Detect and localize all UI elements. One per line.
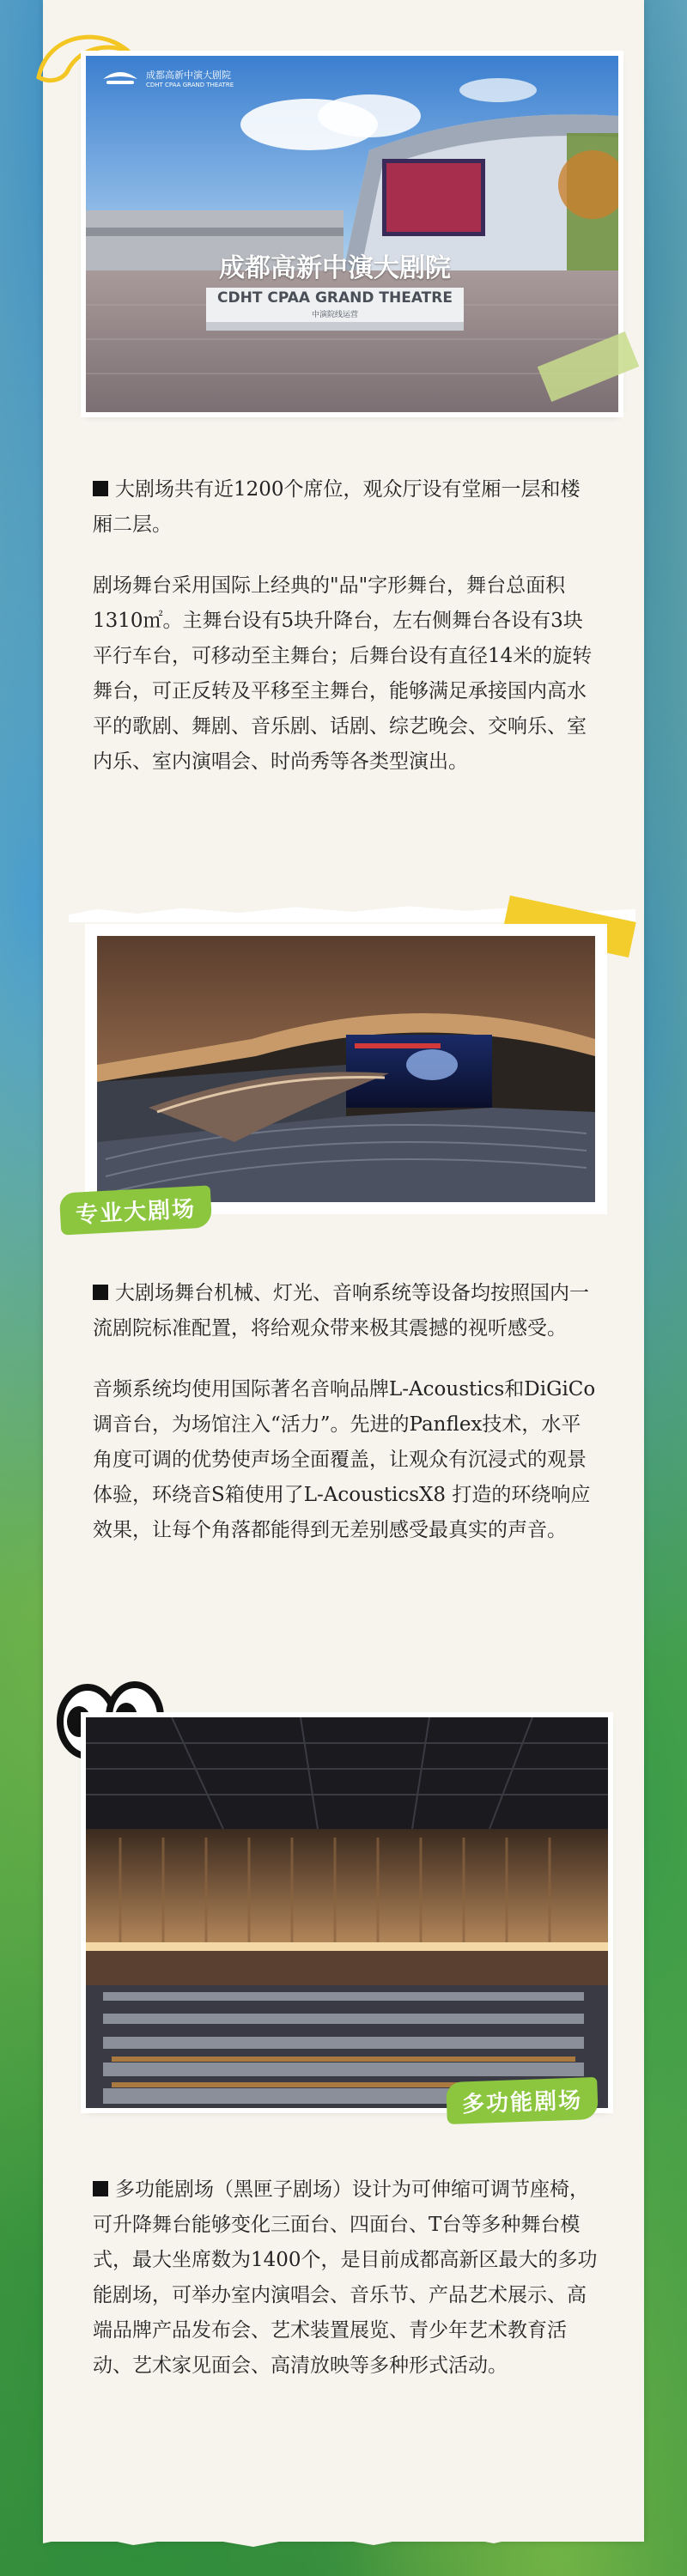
bullet-square (93, 1285, 108, 1300)
grand-theatre-interior-photo (97, 936, 595, 1202)
paragraph-4: 音频系统均使用国际著名音响品牌L-Acoustics和DiGiCo调音台，为场馆注入“活力”。先进的Panflex技术，水平角度可调的优势使声场全面覆盖，让观众有沉浸式的观景体验，环绕音S箱使用了L-AcousticsX8 打造的环绕响应效果，让每个角落都能得到无差别感受最真实的声音。 (93, 1377, 596, 1541)
logo-mark (101, 68, 234, 88)
bullet-square (93, 2181, 108, 2196)
sign-title: 成都高新中演大剧院 (219, 253, 451, 283)
logo-subtext: CDHT CPAA GRAND THEATRE (146, 82, 234, 88)
logo-text: 成都高新中演大剧院 (146, 70, 231, 81)
paragraph-1: 大剧场共有近1200个席位，观众厅设有堂厢一层和楼厢二层。 (93, 478, 581, 536)
text-block-3 (93, 2172, 599, 2409)
theatre-exterior-photo (86, 56, 618, 412)
paragraph-3: 大剧场舞台机械、灯光、音响系统等设备均按照国内一流剧院标准配置，将给观众带来极其震撼的视听感受。 (93, 1282, 589, 1340)
paragraph-5: 多功能剧场（黑匣子剧场）设计为可伸缩可调节座椅，可升降舞台能够变化三面台、四面台、T台等多种舞台模式，最大坐席数为1400个，是目前成都高新区最大的多功能剧场，可举办室内演唱会、音乐节、产品艺术展示、高端品牌产品发布会、艺术装置展览、青少年艺术教育活动、艺术家见面会、高清放映等多种形式活动。 (93, 2178, 598, 2377)
tag-grand-theatre: 专业大剧场 (59, 1185, 212, 1235)
paragraph-2: 剧场舞台采用国际上经典的"品"字形舞台，舞台总面积1310㎡。主舞台设有5块升降台，左右侧舞台各设有3块平行车台，可移动至主舞台；后舞台设有直径14米的旋转舞台，可正反转及平移至主舞台，能够满足承接国内高水平的歌剧、舞剧、音乐剧、话剧、综艺晚会、交响乐、室内乐、室内演唱会、时尚秀等各类型演出。 (93, 574, 593, 773)
tag-multi-function-theatre: 多功能剧场 (446, 2077, 599, 2124)
sign-small: 中演院线运营 (311, 311, 358, 319)
text-block-1 (93, 472, 599, 805)
multi-function-theatre-photo (86, 1717, 608, 2108)
logo-icon (101, 69, 139, 88)
text-block-2 (93, 1276, 599, 1574)
sign-subtitle: CDHT CPAA GRAND THEATRE (217, 289, 453, 307)
bullet-square (93, 481, 108, 496)
